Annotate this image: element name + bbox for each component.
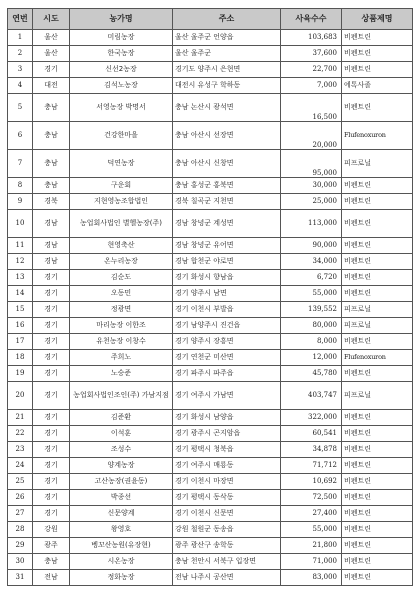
cell-farm: 박종선: [70, 490, 173, 506]
table-row: [8, 62, 413, 78]
cell-address: 경기 남양주시 진건읍: [173, 318, 281, 334]
cell-address: 경기도 양주시 은현면: [173, 62, 281, 78]
cell-address: 경기 여주시 가남면: [173, 382, 281, 410]
cell-address: 경남 합천군 야로면: [173, 254, 281, 270]
cell-product: 비펜트린: [342, 490, 413, 506]
cell-product: 피프로닐: [342, 382, 413, 410]
cell-no: 30: [8, 554, 33, 570]
cell-sido: 광주: [33, 538, 70, 554]
cell-no: 1: [8, 30, 33, 46]
cell-no: 21: [8, 410, 33, 426]
cell-farm: 마리농장 이한조: [70, 318, 173, 334]
cell-farm: 정화농장: [70, 570, 173, 586]
cell-farm: 현영축산: [70, 238, 173, 254]
table-row: [8, 474, 413, 490]
cell-product: 피프로닐: [342, 150, 413, 178]
table-row: [8, 318, 413, 334]
cell-quantity: 90,000: [281, 238, 342, 254]
cell-address: 경기 광주시 곤지암읍: [173, 426, 281, 442]
cell-quantity: 95,000: [281, 150, 342, 178]
cell-product: 비펜트린: [342, 442, 413, 458]
cell-no: 16: [8, 318, 33, 334]
cell-product: 피프로닐: [342, 302, 413, 318]
cell-sido: 경기: [33, 318, 70, 334]
cell-product: 비펜트린: [342, 458, 413, 474]
table-row: [8, 46, 413, 62]
cell-farm: 이석훈: [70, 426, 173, 442]
table-row: [8, 254, 413, 270]
cell-sido: 경남: [33, 238, 70, 254]
cell-product: 비펜트린: [342, 506, 413, 522]
cell-sido: 경기: [33, 410, 70, 426]
cell-sido: 경기: [33, 442, 70, 458]
cell-no: 2: [8, 46, 33, 62]
cell-address: 경기 화성시 남양읍: [173, 410, 281, 426]
cell-quantity: 37,600: [281, 46, 342, 62]
cell-farm: 신선2농장: [70, 62, 173, 78]
cell-sido: 충남: [33, 94, 70, 122]
header-product: 상품제명: [342, 9, 413, 30]
cell-product: 비펜트린: [342, 94, 413, 122]
cell-farm: 시온농장: [70, 554, 173, 570]
cell-sido: 충남: [33, 554, 70, 570]
header-address: 주소: [173, 9, 281, 30]
cell-quantity: 322,000: [281, 410, 342, 426]
table-row: [8, 94, 413, 122]
cell-product: Flufenoxuron: [342, 350, 413, 366]
cell-product: 비펜트린: [342, 570, 413, 586]
cell-address: 울산 울주군 언양읍: [173, 30, 281, 46]
cell-no: 15: [8, 302, 33, 318]
table-header: [8, 9, 413, 30]
table-row: [8, 210, 413, 238]
farm-pesticide-table: [7, 8, 413, 586]
cell-address: 충남 논산시 광석면: [173, 94, 281, 122]
cell-no: 6: [8, 122, 33, 150]
cell-farm: 덕연농장: [70, 150, 173, 178]
table-row: [8, 302, 413, 318]
cell-quantity: 113,000: [281, 210, 342, 238]
header-quantity: 사육수수: [281, 9, 342, 30]
cell-address: 경기 화성시 향남읍: [173, 270, 281, 286]
cell-quantity: 25,000: [281, 194, 342, 210]
cell-no: 29: [8, 538, 33, 554]
cell-no: 8: [8, 178, 33, 194]
cell-sido: 경기: [33, 302, 70, 318]
cell-product: 비펜트린: [342, 270, 413, 286]
cell-no: 4: [8, 78, 33, 94]
cell-quantity: 60,541: [281, 426, 342, 442]
cell-product: 비펜트린: [342, 286, 413, 302]
cell-quantity: 20,000: [281, 122, 342, 150]
table-body: [8, 30, 413, 586]
cell-address: 경기 이천시 부발읍: [173, 302, 281, 318]
cell-address: 경기 평택시 청북읍: [173, 442, 281, 458]
cell-product: 피프로닐: [342, 318, 413, 334]
cell-sido: 강원: [33, 522, 70, 538]
cell-address: 경기 이천시 신문면: [173, 506, 281, 522]
cell-sido: 대전: [33, 78, 70, 94]
cell-sido: 경기: [33, 334, 70, 350]
table-row: [8, 382, 413, 410]
cell-farm: 벵꼬산농원(유장현): [70, 538, 173, 554]
table-row: [8, 490, 413, 506]
cell-quantity: 55,000: [281, 286, 342, 302]
cell-quantity: 8,000: [281, 334, 342, 350]
table-row: [8, 270, 413, 286]
table-row: [8, 366, 413, 382]
table-row: [8, 30, 413, 46]
table-row: [8, 570, 413, 586]
cell-sido: 경기: [33, 382, 70, 410]
cell-no: 10: [8, 210, 33, 238]
cell-sido: 경북: [33, 194, 70, 210]
cell-farm: 한국농장: [70, 46, 173, 62]
cell-quantity: 403,747: [281, 382, 342, 410]
cell-no: 17: [8, 334, 33, 350]
cell-quantity: 72,500: [281, 490, 342, 506]
cell-address: 울산 울주군: [173, 46, 281, 62]
cell-no: 31: [8, 570, 33, 586]
cell-sido: 충남: [33, 150, 70, 178]
cell-no: 13: [8, 270, 33, 286]
cell-farm: 왕영호: [70, 522, 173, 538]
header-sido: 시도: [33, 9, 70, 30]
cell-address: 경기 파주시 파주읍: [173, 366, 281, 382]
table-row: [8, 458, 413, 474]
cell-address: 경북 칠곡군 지천면: [173, 194, 281, 210]
cell-farm: 노승준: [70, 366, 173, 382]
cell-address: 전남 나주시 공산면: [173, 570, 281, 586]
cell-sido: 경기: [33, 286, 70, 302]
cell-address: 강원 철원군 동송읍: [173, 522, 281, 538]
cell-sido: 경기: [33, 474, 70, 490]
cell-no: 20: [8, 382, 33, 410]
cell-sido: 경기: [33, 350, 70, 366]
cell-address: 경기 평택시 동삭동: [173, 490, 281, 506]
cell-farm: 온누리농장: [70, 254, 173, 270]
cell-product: Flufenoxuron: [342, 122, 413, 150]
cell-product: 비펜트린: [342, 522, 413, 538]
table-row: [8, 194, 413, 210]
cell-farm: 오동민: [70, 286, 173, 302]
table-row: [8, 78, 413, 94]
cell-no: 24: [8, 458, 33, 474]
cell-farm: 정광면: [70, 302, 173, 318]
cell-farm: 지현영농조합법인: [70, 194, 173, 210]
cell-quantity: 34,878: [281, 442, 342, 458]
cell-sido: 경남: [33, 210, 70, 238]
cell-sido: 경기: [33, 490, 70, 506]
cell-no: 23: [8, 442, 33, 458]
cell-address: 충남 홍성군 홍북면: [173, 178, 281, 194]
cell-no: 9: [8, 194, 33, 210]
cell-farm: 미림농장: [70, 30, 173, 46]
cell-no: 28: [8, 522, 33, 538]
table-row: [8, 522, 413, 538]
cell-no: 14: [8, 286, 33, 302]
cell-farm: 조성수: [70, 442, 173, 458]
table-row: [8, 442, 413, 458]
table-row: [8, 426, 413, 442]
cell-address: 경기 양주시 남면: [173, 286, 281, 302]
table-row: [8, 238, 413, 254]
cell-quantity: 103,683: [281, 30, 342, 46]
header-row: [8, 9, 413, 30]
cell-sido: 경기: [33, 506, 70, 522]
cell-quantity: 71,000: [281, 554, 342, 570]
cell-no: 5: [8, 94, 33, 122]
cell-product: 비펜트린: [342, 426, 413, 442]
cell-address: 경기 이천시 마장면: [173, 474, 281, 490]
cell-sido: 경기: [33, 62, 70, 78]
cell-no: 12: [8, 254, 33, 270]
cell-address: 경기 여주시 매룡동: [173, 458, 281, 474]
cell-no: 7: [8, 150, 33, 178]
cell-address: 경남 창녕군 계성면: [173, 210, 281, 238]
cell-quantity: 22,700: [281, 62, 342, 78]
cell-farm: 주희노: [70, 350, 173, 366]
cell-sido: 경기: [33, 458, 70, 474]
cell-sido: 울산: [33, 46, 70, 62]
table-row: [8, 150, 413, 178]
cell-product: 비펜트린: [342, 62, 413, 78]
cell-address: 대전시 유성구 학하동: [173, 78, 281, 94]
cell-quantity: 34,000: [281, 254, 342, 270]
table-row: [8, 350, 413, 366]
cell-product: 비펜트린: [342, 554, 413, 570]
cell-farm: 서영농장 박명서: [70, 94, 173, 122]
cell-sido: 충남: [33, 178, 70, 194]
cell-sido: 경기: [33, 366, 70, 382]
cell-farm: 고산농장(권윤동): [70, 474, 173, 490]
cell-no: 22: [8, 426, 33, 442]
cell-product: 비펜트린: [342, 474, 413, 490]
cell-farm: 농업회사법인 별헬농장(주): [70, 210, 173, 238]
cell-sido: 경남: [33, 254, 70, 270]
cell-address: 충남 아산시 선장면: [173, 122, 281, 150]
cell-quantity: 30,000: [281, 178, 342, 194]
cell-sido: 울산: [33, 30, 70, 46]
cell-product: 비펜트린: [342, 30, 413, 46]
cell-farm: 김준환: [70, 410, 173, 426]
cell-farm: 구운회: [70, 178, 173, 194]
cell-farm: 신문양계: [70, 506, 173, 522]
cell-quantity: 71,712: [281, 458, 342, 474]
cell-sido: 전남: [33, 570, 70, 586]
table-row: [8, 286, 413, 302]
cell-address: 경기 양주시 장흥면: [173, 334, 281, 350]
cell-no: 3: [8, 62, 33, 78]
table-row: [8, 410, 413, 426]
cell-farm: 양계농장: [70, 458, 173, 474]
cell-no: 18: [8, 350, 33, 366]
cell-address: 충남 천안시 서북구 입장면: [173, 554, 281, 570]
cell-product: 비펜트린: [342, 410, 413, 426]
cell-no: 19: [8, 366, 33, 382]
cell-farm: 김순도: [70, 270, 173, 286]
cell-quantity: 12,000: [281, 350, 342, 366]
cell-product: 비펜트린: [342, 238, 413, 254]
cell-sido: 충남: [33, 122, 70, 150]
cell-product: 비펜트린: [342, 254, 413, 270]
table-row: [8, 334, 413, 350]
cell-address: 충남 아산시 신창면: [173, 150, 281, 178]
cell-quantity: 6,720: [281, 270, 342, 286]
cell-product: 비펜트린: [342, 366, 413, 382]
cell-quantity: 27,400: [281, 506, 342, 522]
cell-farm: 유천농장 이창수: [70, 334, 173, 350]
header-farm: 농가명: [70, 9, 173, 30]
cell-quantity: 7,000: [281, 78, 342, 94]
cell-quantity: 139,552: [281, 302, 342, 318]
cell-sido: 경기: [33, 270, 70, 286]
table-row: [8, 538, 413, 554]
table-row: [8, 178, 413, 194]
cell-quantity: 16,500: [281, 94, 342, 122]
cell-farm: 농업회사법인조인(주) 가남지점: [70, 382, 173, 410]
cell-product: 비펜트린: [342, 46, 413, 62]
cell-quantity: 83,000: [281, 570, 342, 586]
cell-product: 비펜트린: [342, 194, 413, 210]
cell-farm: 김석노농장: [70, 78, 173, 94]
cell-product: 비펜트린: [342, 334, 413, 350]
cell-product: 비펜트린: [342, 210, 413, 238]
cell-quantity: 80,000: [281, 318, 342, 334]
cell-product: 에톡사졸: [342, 78, 413, 94]
cell-quantity: 21,800: [281, 538, 342, 554]
cell-no: 25: [8, 474, 33, 490]
header-no: 연번: [8, 9, 33, 30]
cell-address: 광주 광산구 송학동: [173, 538, 281, 554]
cell-farm: 건강한마을: [70, 122, 173, 150]
cell-no: 26: [8, 490, 33, 506]
table-row: [8, 122, 413, 150]
cell-quantity: 55,000: [281, 522, 342, 538]
cell-address: 경남 창녕군 유어면: [173, 238, 281, 254]
table-row: [8, 506, 413, 522]
cell-no: 27: [8, 506, 33, 522]
cell-address: 경기 연천군 미산면: [173, 350, 281, 366]
cell-no: 11: [8, 238, 33, 254]
cell-product: 비펜트린: [342, 538, 413, 554]
cell-quantity: 45,780: [281, 366, 342, 382]
cell-sido: 경기: [33, 426, 70, 442]
cell-product: 비펜트린: [342, 178, 413, 194]
table-row: [8, 554, 413, 570]
cell-quantity: 10,692: [281, 474, 342, 490]
